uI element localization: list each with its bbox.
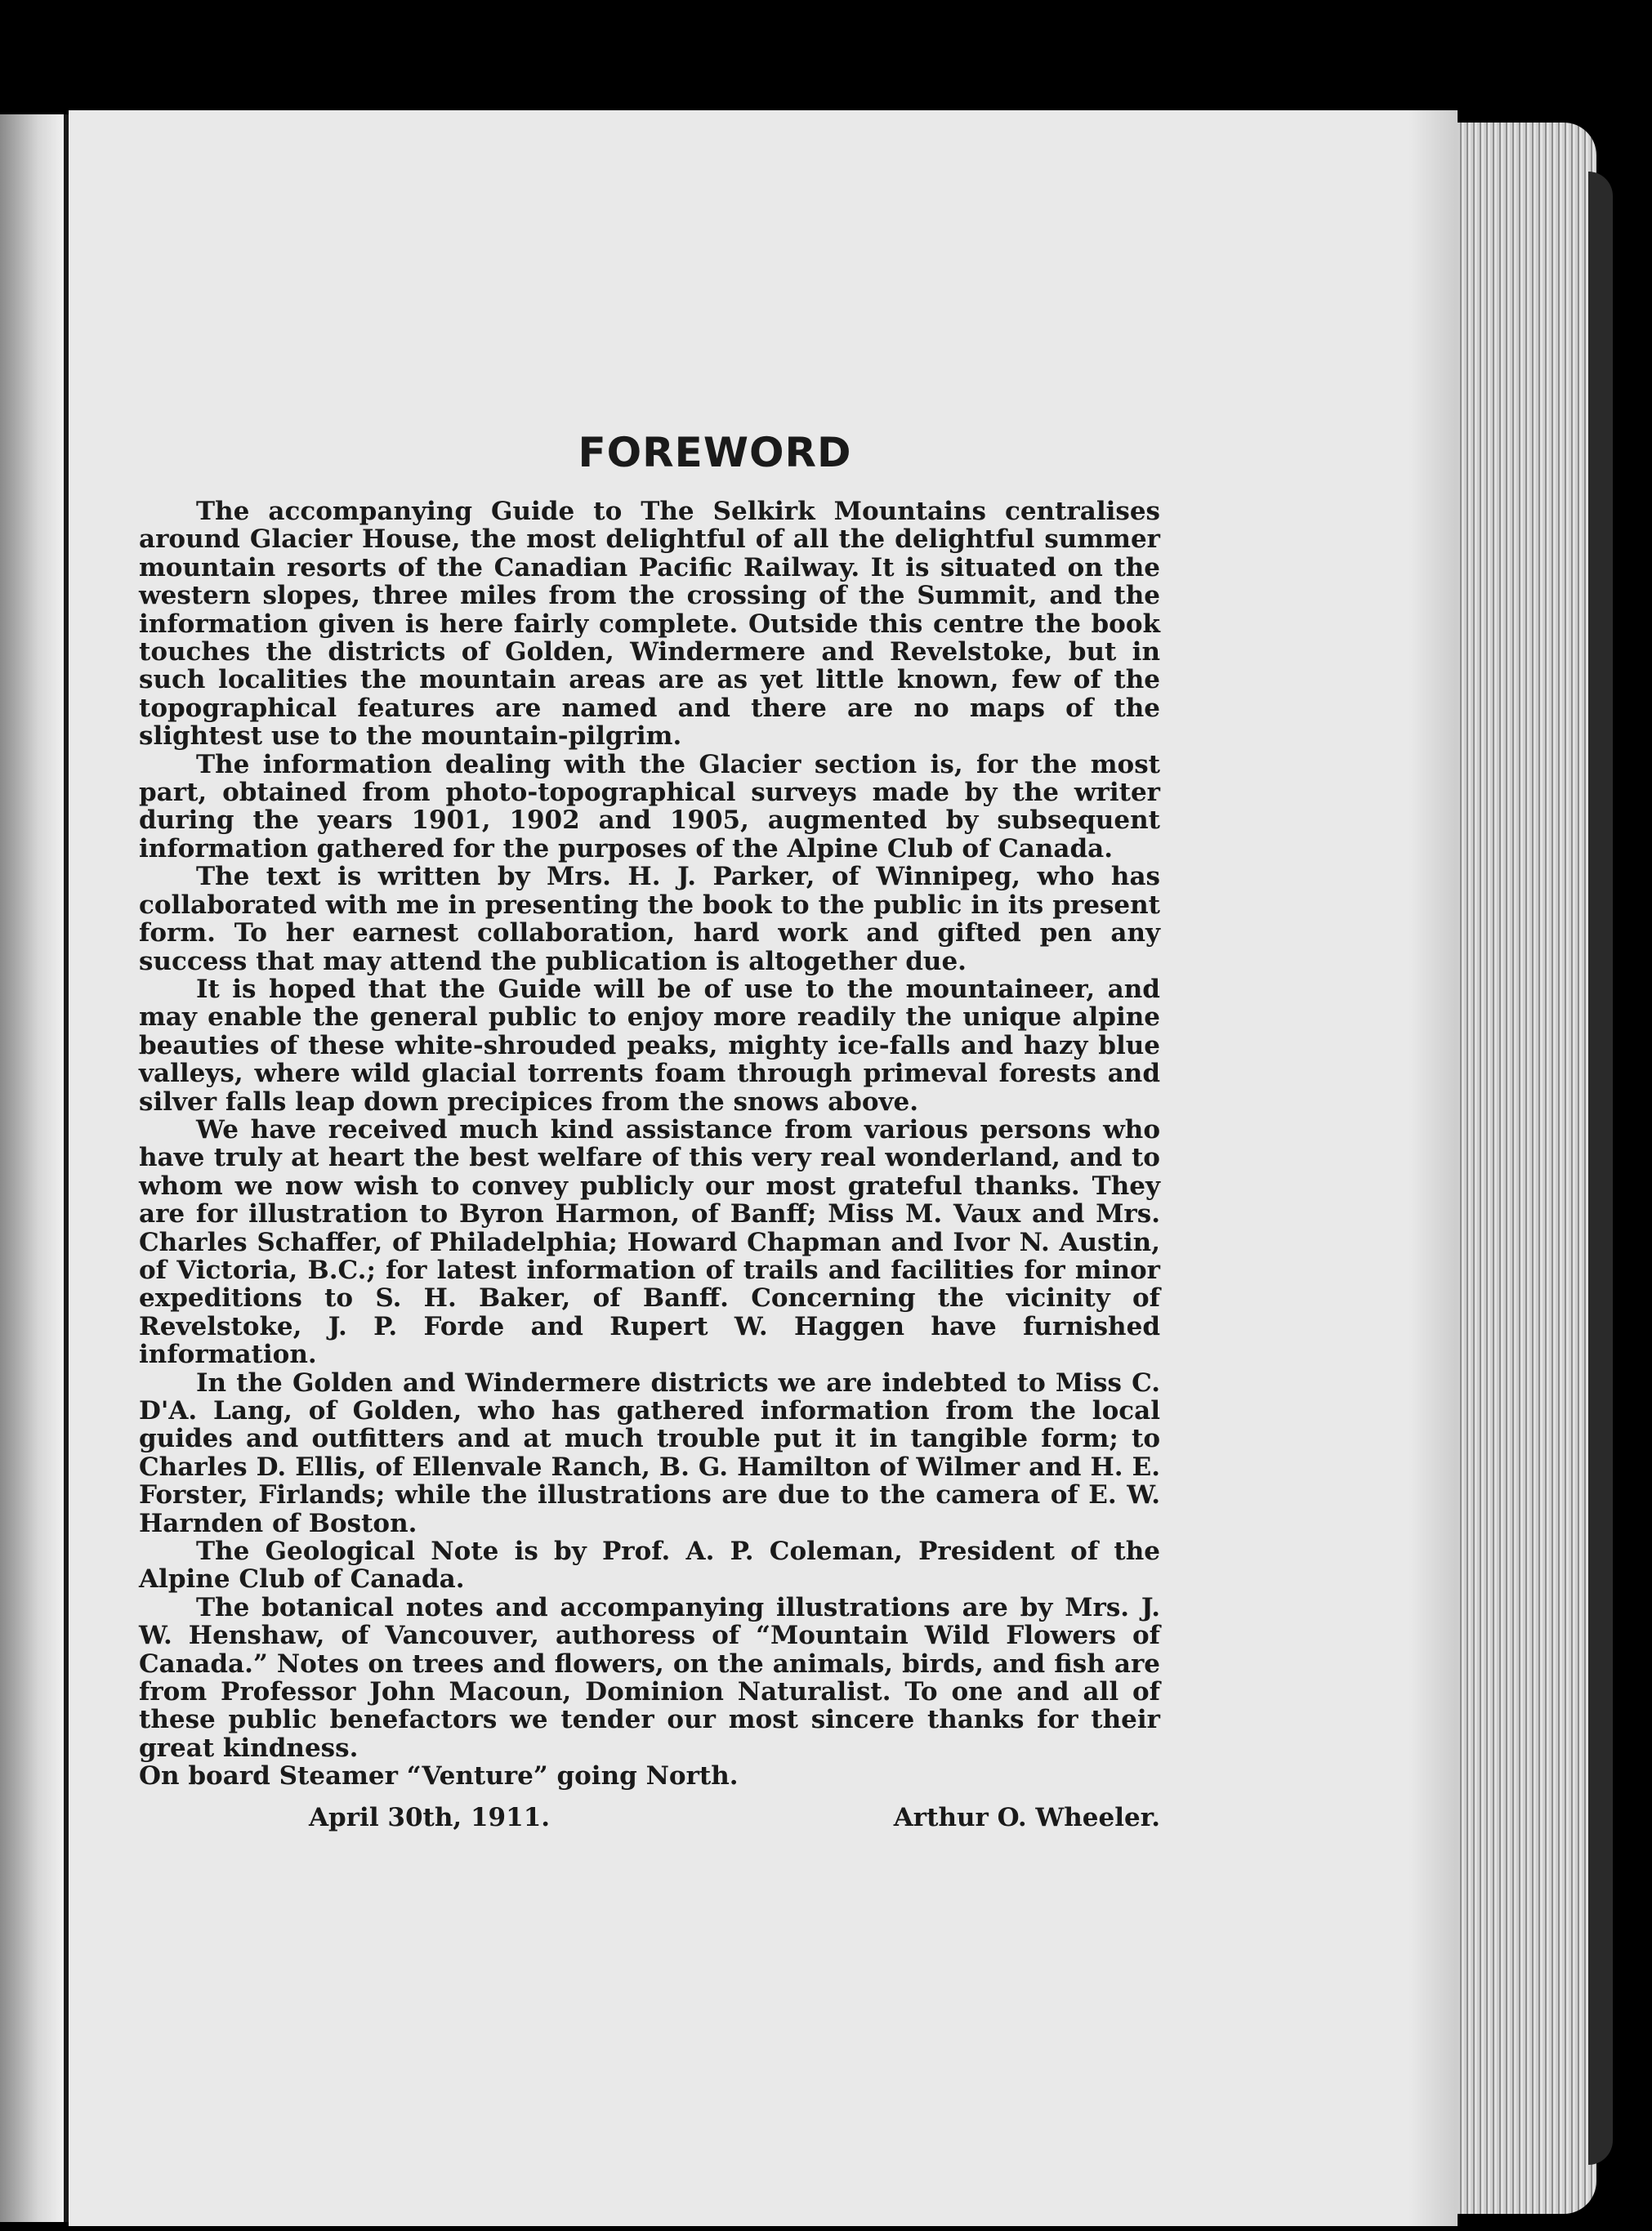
- foreword-text: [139, 429, 1160, 1832]
- paragraph-purpose: It is hoped that the Guide will be of use to the mountaineer, and may enable the general public to enjoy more readily the unique alpine beauties of these white-shrouded peaks, mighty ice-falls and hazy blue valleys, where wild glacial torrents foam through primeval forests and silver falls leap down precipices from the snows above.: [139, 974, 1160, 1117]
- closing-signature-row: [139, 1804, 1160, 1832]
- paragraph-intro: The accompanying Guide to The Selkirk Mountains centralises around Glacier House, the most delightful of all the delightful summer mountain resorts of the Canadian Pacific Railway. It is situated on the western slopes, three miles from the crossing of the Summit, and the information given is here fairly complete. Outside this centre the book touches the districts of Golden, Windermere and Revelstoke, but in such localities the mountain areas are as yet little known, few of the topographical features are named and there are no maps of the slightest use to the mountain-pilgrim.: [139, 497, 1160, 752]
- paragraph-acknowledgements: We have received much kind assistance from various persons who have truly at heart the best welfare of this very real wonderland, and to whom we now wish to convey publicly our most grateful thanks. They are for illustration to Byron Harmon, of Banff; Miss M. Vaux and Mrs. Charles Schaffer, of Philadelphia; Howard Chapman and Ivor N. Austin, of Victoria, B.C.; for latest information of trails and facilities for minor expeditions to S. H. Baker, of Banff. Concerning the vicinity of Revelstoke, J. P. Forde and Rupert W. Haggen have furnished information.: [139, 1114, 1160, 1370]
- page-curve-shadow: [1409, 110, 1458, 2226]
- paragraph-golden-windermere: In the Golden and Windermere districts we are indebted to Miss C. D'A. Lang, of Golden, who has gathered information from the local guides and outfitters and at much trouble put it in tangible form; to Charles D. Ellis, of Ellenvale Ranch, B. G. Hamilton of Wilmer and H. E. Forster, Firlands; while the illustrations are due to the camera of E. W. Harnden of Boston.: [139, 1368, 1160, 1538]
- page-stack-edge: [1458, 123, 1596, 2214]
- left-page-edge: [0, 114, 64, 2222]
- paragraph-botanical-notes: The botanical notes and accompanying illustrations are by Mrs. J. W. Henshaw, of Vancouver, authoress of “Mountain Wild Flowers of Canada.” Notes on trees and flowers, on the animals, birds, and fish are from Professor John Macoun, Dominion Naturalist. To one and all of these public benefactors we tender our most sincere thanks for their great kindness.: [139, 1592, 1160, 1763]
- closing-date: April 30th, 1911.: [309, 1802, 551, 1832]
- paragraph-geological-note: The Geological Note is by Prof. A. P. Coleman, President of the Alpine Club of Canada.: [139, 1537, 1160, 1595]
- paragraph-surveys: The information dealing with the Glacier section is, for the most part, obtained from photo-topographical surveys made by the writer during the years 1901, 1902 and 1905, augmented by subsequent information gathered for the purposes of the Alpine Club of Canada.: [139, 749, 1160, 863]
- page-title: FOREWORD: [578, 429, 852, 476]
- author-signature: Arthur O. Wheeler.: [893, 1802, 1160, 1832]
- paragraph-authorship: The text is written by Mrs. H. J. Parker, of Winnipeg, who has collaborated with me in presenting the book to the public in its present form. To her earnest collaboration, hard work and gifted pen any success that may attend the publication is altogether due.: [139, 862, 1160, 976]
- closing-location: On board Steamer “Venture” going North.: [139, 1761, 739, 1791]
